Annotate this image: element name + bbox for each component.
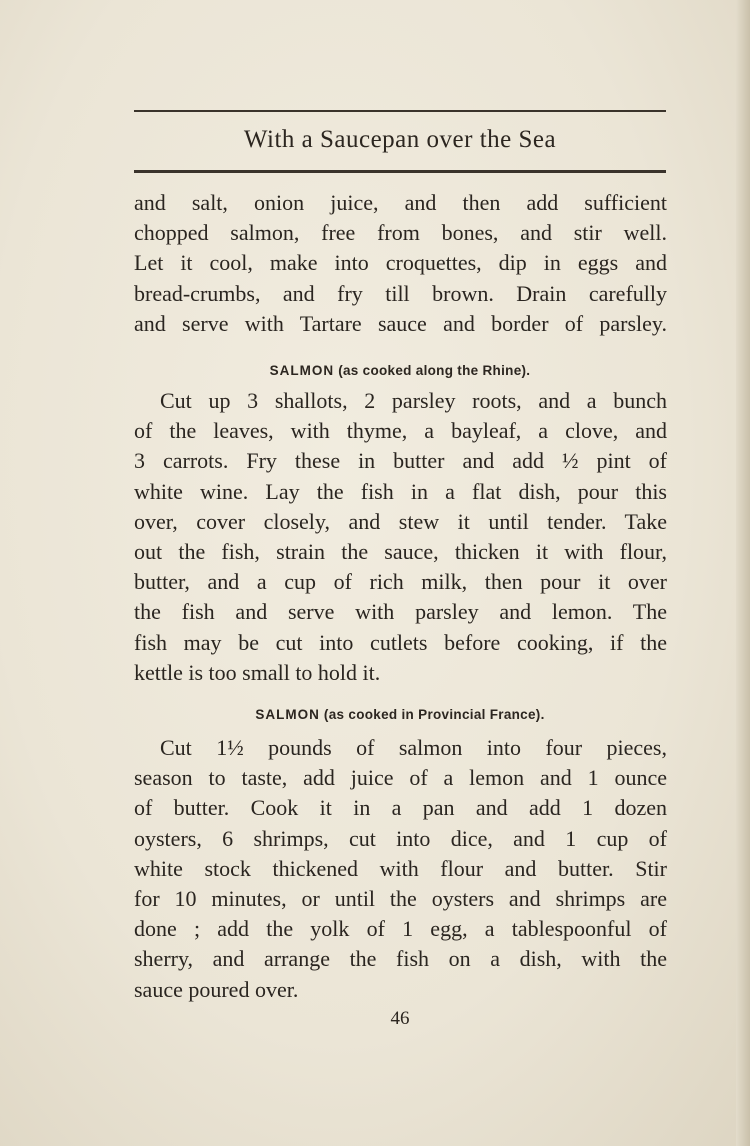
text-line: bread-crumbs, and fry till brown. Drain carefully [134,280,667,306]
recipe-title: SALMON [255,707,320,722]
header-rule-top [134,110,666,112]
text-line: kettle is too small to hold it. [134,659,381,685]
recipe-heading-france [134,707,666,722]
continuation-paragraph [134,188,667,339]
page-number: 46 [390,1008,410,1029]
recipe-title: SALMON [269,363,335,378]
recipe-body-rhine [134,386,667,688]
recipe-body-france [134,733,667,1005]
text-line: fish may be cut into cutlets before cooking, if the [134,629,667,655]
text-line: sherry, and arrange the fish on a dish, with the [134,946,667,972]
text-line: Cut up 3 shallots, 2 parsley roots, and a bunch [160,388,667,413]
page-edge [736,0,750,1146]
text-line: Cut 1½ pounds of salmon into four pieces, [160,735,667,760]
running-head: With a Saucepan over the Sea [243,126,557,153]
text-line: chopped salmon, free from bones, and stir well. [134,220,667,246]
text-line: white stock thickened with flour and butter. Stir [134,855,667,881]
text-line: oysters, 6 shrimps, cut into dice, and 1 cup of [134,825,667,851]
text-line: the fish and serve with parsley and lemon. The [134,599,667,625]
text-line: of the leaves, with thyme, a bayleaf, a clove, and [134,418,667,444]
text-line: Let it cool, make into croquettes, dip in eggs and [134,250,667,276]
text-line: sauce poured over. [134,976,299,1002]
text-line: out the fish, strain the sauce, thicken it with flour, [134,538,667,564]
recipe-heading-rhine [134,363,666,378]
text-line: of butter. Cook it in a pan and add 1 dozen [134,795,667,821]
text-line: over, cover closely, and stew it until tender. Take [134,508,667,534]
text-line: butter, and a cup of rich milk, then pour it over [134,569,667,595]
recipe-subtitle: (as cooked along the Rhine). [338,363,531,378]
text-line: 3 carrots. Fry these in butter and add ½ pint of [134,448,667,474]
text-line: white wine. Lay the fish in a flat dish, pour this [134,478,667,504]
text-line: and salt, onion juice, and then add sufficient [134,190,667,215]
recipe-subtitle: (as cooked in Provincial France). [323,707,545,722]
text-line: and serve with Tartare sauce and border of parsley. [134,310,667,336]
header-rule-bottom [134,170,666,173]
text-line: season to taste, add juice of a lemon and 1 ounce [134,765,667,791]
text-line: done ; add the yolk of 1 egg, a tablespoonful of [134,916,667,942]
text-line: for 10 minutes, or until the oysters and shrimps are [134,885,667,911]
